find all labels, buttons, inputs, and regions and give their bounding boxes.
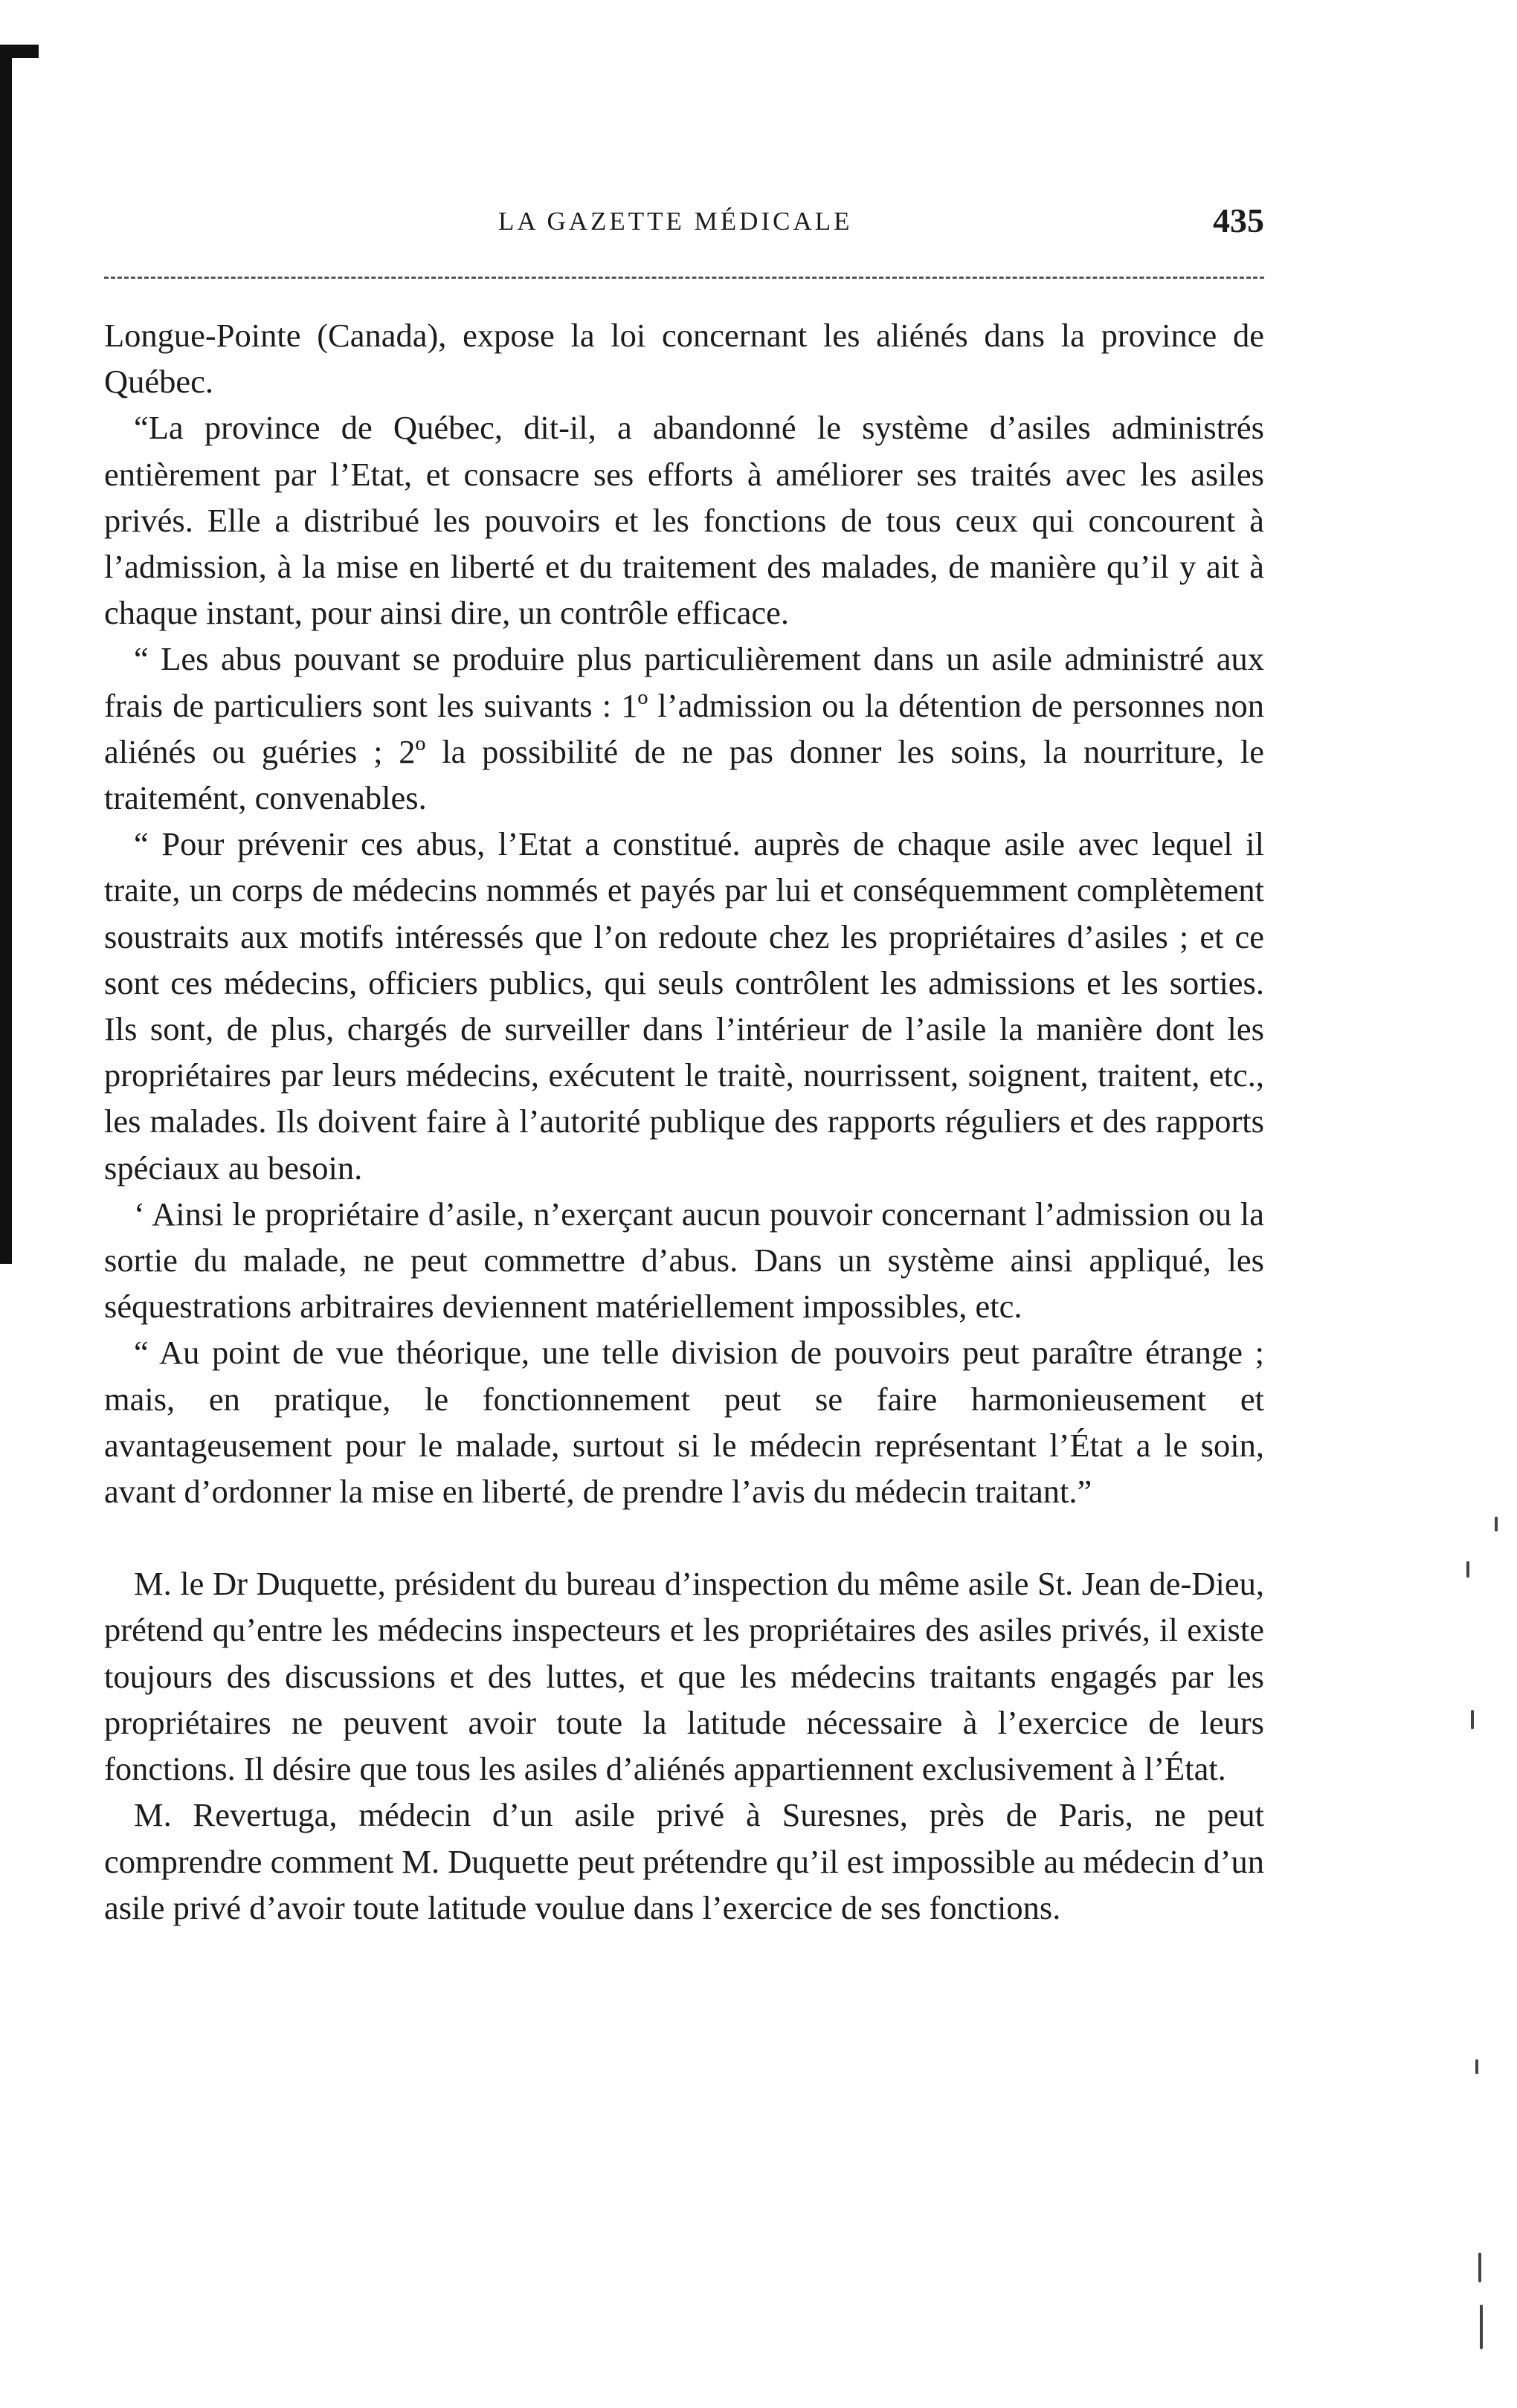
paragraph-quote-intro: “La province de Québec, dit-il, a abandonné le système d’asiles administrés entièrement par l’Etat, et consacre ses efforts à améliorer ses traités avec les asiles privés. Elle a distribué les pouvoirs et les fonctions de tous ceux qui concourent à l’admission, à la mise en liberté et du traitement des malades, de manière qu’il y ait à chaque instant, pour ainsi dire, un contrôle efficace.: [104, 409, 1264, 632]
margin-mark: [1478, 2253, 1481, 2282]
running-title: LA GAZETTE MÉDICALE: [498, 207, 853, 236]
page-number: 435: [1213, 201, 1264, 239]
binding-edge-rule: [0, 45, 12, 1264]
margin-mark: [1466, 1561, 1469, 1578]
margin-mark: [1475, 2059, 1478, 2074]
paragraph-theory: “ Au point de vue théorique, une telle division de pouvoirs peut paraître étrange ; mais, en pratique, le fonctionnement peut se faire harmonieusement et avantageusement pour le malade, surtout si le médecin représentant l’État a le soin, avant d’ordonner la mise en liberté, de prendre l’avis du médecin traitant.”: [104, 1334, 1264, 1511]
margin-mark: [1495, 1517, 1498, 1531]
paragraph-duquette: M. le Dr Duquette, président du bureau d’inspection du même asile St. Jean de-Dieu, prétend qu’entre les médecins inspecteurs et les propriétaires des asiles privés, il existe toujours des discussions et des luttes, et que les médecins traitants engagés par les propriétaires ne peuvent avoir toute la latitude nécessaire à l’exercice de leurs fonctions. Il désire que tous les asiles d’aliénés appartiennent exclusivement à l’État.: [104, 1565, 1264, 1788]
page-header: [104, 201, 1264, 245]
paragraph-owner: ‘ Ainsi le propriétaire d’asile, n’exerçant aucun pouvoir concernant l’admission ou la sortie du malade, ne peut commettre d’abus. Dans un système ainsi appliqué, les séquestrations arbitraires deviennent matériellement impossibles, etc.: [104, 1195, 1264, 1326]
article-body: [104, 312, 1264, 1931]
header-rule: [104, 277, 1264, 279]
paragraph-abuses: “ Les abus pouvant se produire plus particulièrement dans un asile administré aux frais de particuliers sont les suivants : 1º l’admission ou la détention de personnes non aliénés ou guéries ; 2º la possibilité de ne pas donner les soins, la nourriture, le traitemént, convenables.: [104, 640, 1264, 817]
binding-edge-tick: [12, 45, 39, 58]
margin-mark: [1471, 1710, 1474, 1729]
paragraph-continuation: Longue-Pointe (Canada), expose la loi concernant les aliénés dans la province de Québec.: [104, 317, 1264, 401]
margin-mark: [1480, 2305, 1483, 2349]
paragraph-revertuga: M. Revertuga, médecin d’un asile privé à Suresnes, près de Paris, ne peut comprendre comment M. Duquette peut prétendre qu’il est impossible au médecin d’un asile privé d’avoir toute latitude voulue dans l’exercice de ses fonctions.: [104, 1796, 1264, 1926]
paragraph-prevention: “ Pour prévenir ces abus, l’Etat a constitué. auprès de chaque asile avec lequel il traite, un corps de médecins nommés et payés par lui et conséquemment complètement soustraits aux motifs intéressés que l’on redoute chez les propriétaires d’asiles ; et ce sont ces médecins, officiers publics, qui seuls contrôlent les admissions et les sorties. Ils sont, de plus, chargés de surveiller dans l’intérieur de l’asile la manière dont les propriétaires par leurs médecins, exécutent le traitè, nourrissent, soignent, traitent, etc., les malades. Ils doivent faire à l’autorité publique des rapports réguliers et des rapports spéciaux au besoin.: [104, 825, 1264, 1187]
